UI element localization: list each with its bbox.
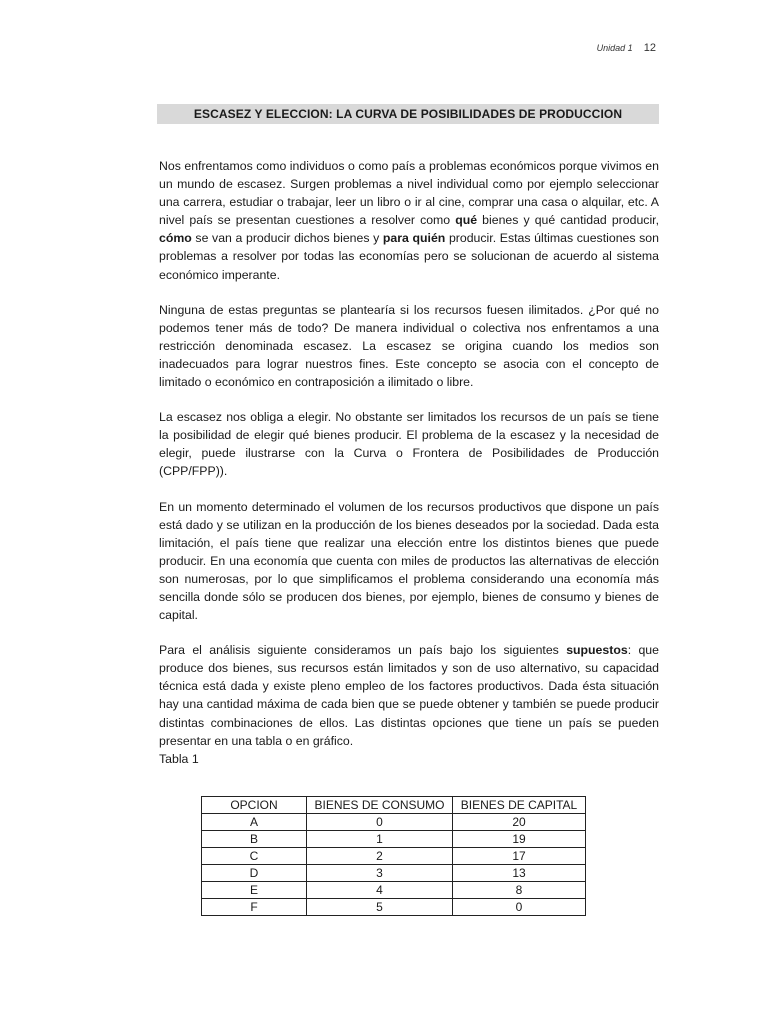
cell-opcion: A: [202, 814, 307, 831]
section-title: ESCASEZ Y ELECCION: LA CURVA DE POSIBILIDADES DE PRODUCCION: [157, 104, 659, 124]
paragraph-3: La escasez nos obliga a elegir. No obstante ser limitados los recursos de un país se tiene la posibilidad de elegir qué bienes producir. El problema de la escasez y la necesidad de elegir, puede ilustrarse con la Curva o Frontera de Posibilidades de Producción (CPP/FPP)).: [159, 410, 659, 479]
table-row: [202, 848, 586, 865]
table-row: [202, 899, 586, 916]
cell-capital: 8: [453, 882, 586, 899]
p5-text-a: Para el análisis siguiente consideramos un país bajo los siguientes: [159, 643, 567, 658]
cell-consumo: 2: [307, 848, 453, 865]
page-header: [597, 42, 656, 54]
cell-consumo: 1: [307, 831, 453, 848]
p1-text-e: producir. Estas últimas cuestiones son problemas a resolver por todas las economías pero se solucionan de acuerdo al sistema económico imperante.: [159, 231, 659, 282]
production-options-table: [201, 796, 586, 916]
table-row: [202, 831, 586, 848]
p1-text-d: se van a producir dichos bienes y: [191, 231, 383, 246]
p1-bold-que: qué: [455, 213, 478, 228]
cell-opcion: F: [202, 899, 307, 916]
cell-capital: 13: [453, 865, 586, 882]
cell-consumo: 5: [307, 899, 453, 916]
cell-consumo: 0: [307, 814, 453, 831]
column-header-opcion: OPCION: [202, 797, 307, 814]
paragraph-4: En un momento determinado el volumen de los recursos productivos que dispone un país está dado y se utilizan en la producción de los bienes deseados por la sociedad. Dada esta limitación, el país tiene que realizar una elección entre los distintos bienes que puede producir. En una economía que cuenta con miles de productos las alternativas de elección son numerosas, por lo que simplificamos el problema considerando una economía más sencilla donde sólo se producen dos bienes, por ejemplo, bienes de consumo y bienes de capital.: [159, 499, 659, 623]
column-header-bienes-consumo: BIENES DE CONSUMO: [307, 797, 453, 814]
cell-opcion: B: [202, 831, 307, 848]
paragraph-2: Ninguna de estas preguntas se plantearía si los recursos fuesen ilimitados. ¿Por qué no podemos tener más de todo? De manera individual o colectiva nos enfrentamos a una restricción denominada escasez. La escasez se origina cuando los medios son inadecuados para lograr nuestros fines. Este concepto se asocia con el concepto de limitado o económico en contraposición a ilimitado o libre.: [159, 302, 659, 390]
cell-consumo: 3: [307, 865, 453, 882]
cell-opcion: C: [202, 848, 307, 865]
p5-text-c: : que produce dos bienes, sus recursos están limitados y son de uso alternativo, su capacidad técnica está dada y existe pleno empleo de los factores productivos. Dada ésta situación hay una cantidad máxima de cada bien que se puede obtener y también se puede producir distintas combinaciones de ellos. Las distintas opciones que tiene un país se pueden presentar en una tabla o en gráfico.: [159, 643, 659, 748]
p1-bold-para-quien: para quién: [382, 231, 446, 246]
cell-capital: 20: [453, 814, 586, 831]
table-row: [202, 814, 586, 831]
p1-text-a: Nos enfrentamos como individuos o como país a problemas económicos porque vivimos en un mundo de escasez. Surgen problemas a nivel individual como por ejemplo seleccionar una carrera, estudiar o trabajar, leer un libro o ir al cine, comprar una casa o alquilar, etc. A nivel país se presentan cuestiones a resolver como: [159, 159, 659, 228]
table-row: [202, 865, 586, 882]
page-number: 12: [643, 42, 656, 54]
p5-bold-supuestos: supuestos: [566, 643, 628, 658]
column-header-bienes-capital: BIENES DE CAPITAL: [453, 797, 586, 814]
table-row: [202, 882, 586, 899]
table-header-row: [202, 797, 586, 814]
paragraph-5: [159, 641, 659, 750]
table-caption: Tabla 1: [159, 751, 199, 766]
cell-opcion: E: [202, 882, 307, 899]
p1-text-c: bienes y qué cantidad producir,: [477, 213, 660, 228]
cell-consumo: 4: [307, 882, 453, 899]
cell-capital: 17: [453, 848, 586, 865]
paragraph-1: [159, 157, 659, 284]
cell-capital: 19: [453, 831, 586, 848]
cell-capital: 0: [453, 899, 586, 916]
unit-label: Unidad 1: [596, 43, 633, 53]
p1-bold-como: cómo: [159, 231, 192, 246]
document-body: [159, 157, 659, 785]
cell-opcion: D: [202, 865, 307, 882]
